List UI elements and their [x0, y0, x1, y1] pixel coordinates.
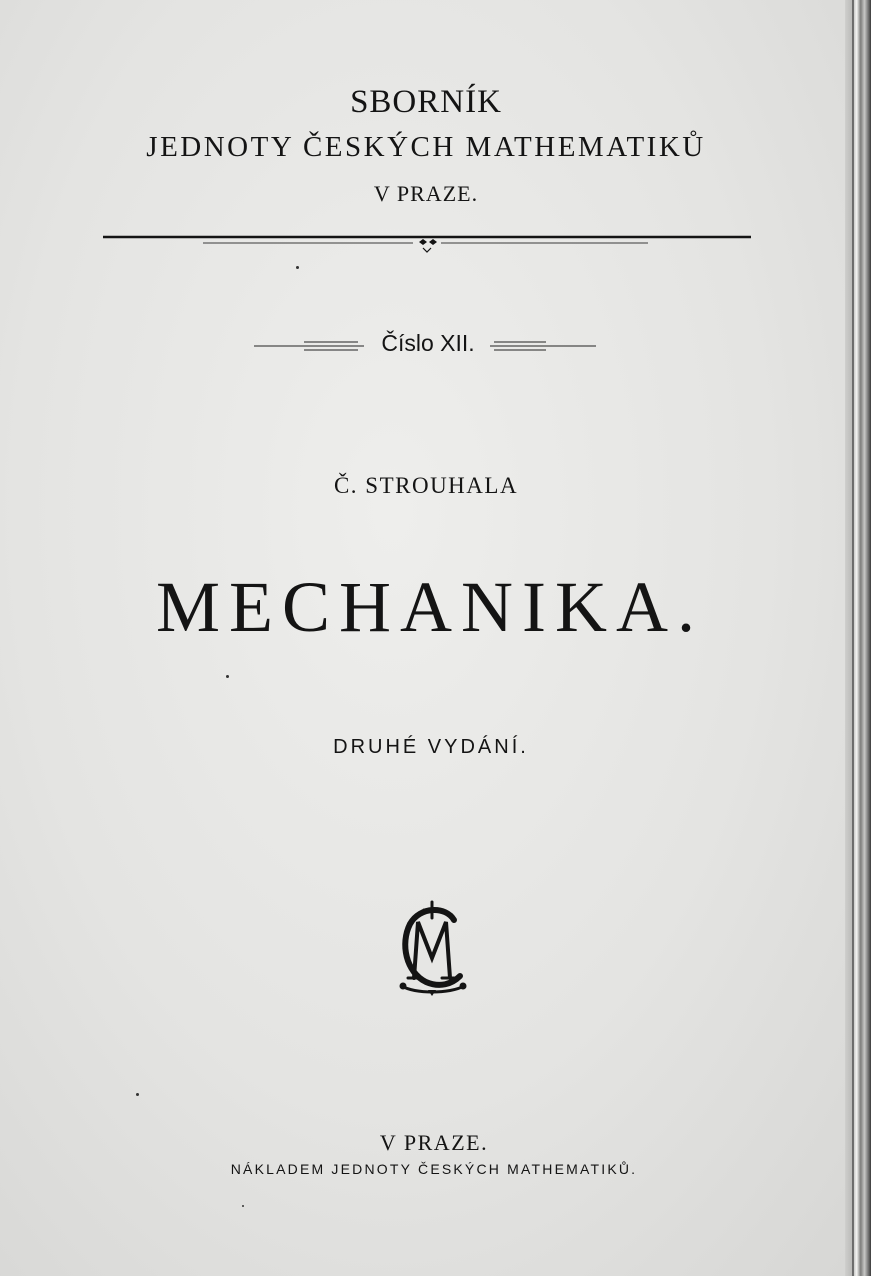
- series-subtitle: JEDNOTY ČESKÝCH MATHEMATIKŮ: [146, 131, 706, 163]
- issue-row: [254, 328, 596, 364]
- paper-speck: [226, 675, 229, 678]
- author-name: Č. STROUHALA: [333, 473, 519, 498]
- paper-speck: [242, 1205, 244, 1207]
- edition-label: DRUHÉ VYDÁNÍ.: [333, 736, 529, 758]
- ornamental-rule: [103, 226, 751, 256]
- monogram-icon: [394, 898, 470, 998]
- issue-number: Číslo XII.: [381, 330, 475, 356]
- series-place: V PRAZE.: [373, 181, 479, 206]
- paper-speck: [296, 266, 299, 269]
- rule-right: [490, 338, 596, 354]
- imprint-place: V PRAZE.: [379, 1130, 489, 1155]
- spine-shadow-line: [852, 0, 854, 1276]
- imprint-publisher: NÁKLADEM JEDNOTY ČESKÝCH MATHEMATIKŮ.: [230, 1161, 638, 1177]
- series-title: SBORNÍK: [350, 84, 502, 120]
- book-spine-edge: [845, 0, 871, 1276]
- paper-speck: [136, 1093, 139, 1096]
- rule-left: [254, 338, 364, 354]
- book-title: MECHANIKA.: [156, 567, 704, 647]
